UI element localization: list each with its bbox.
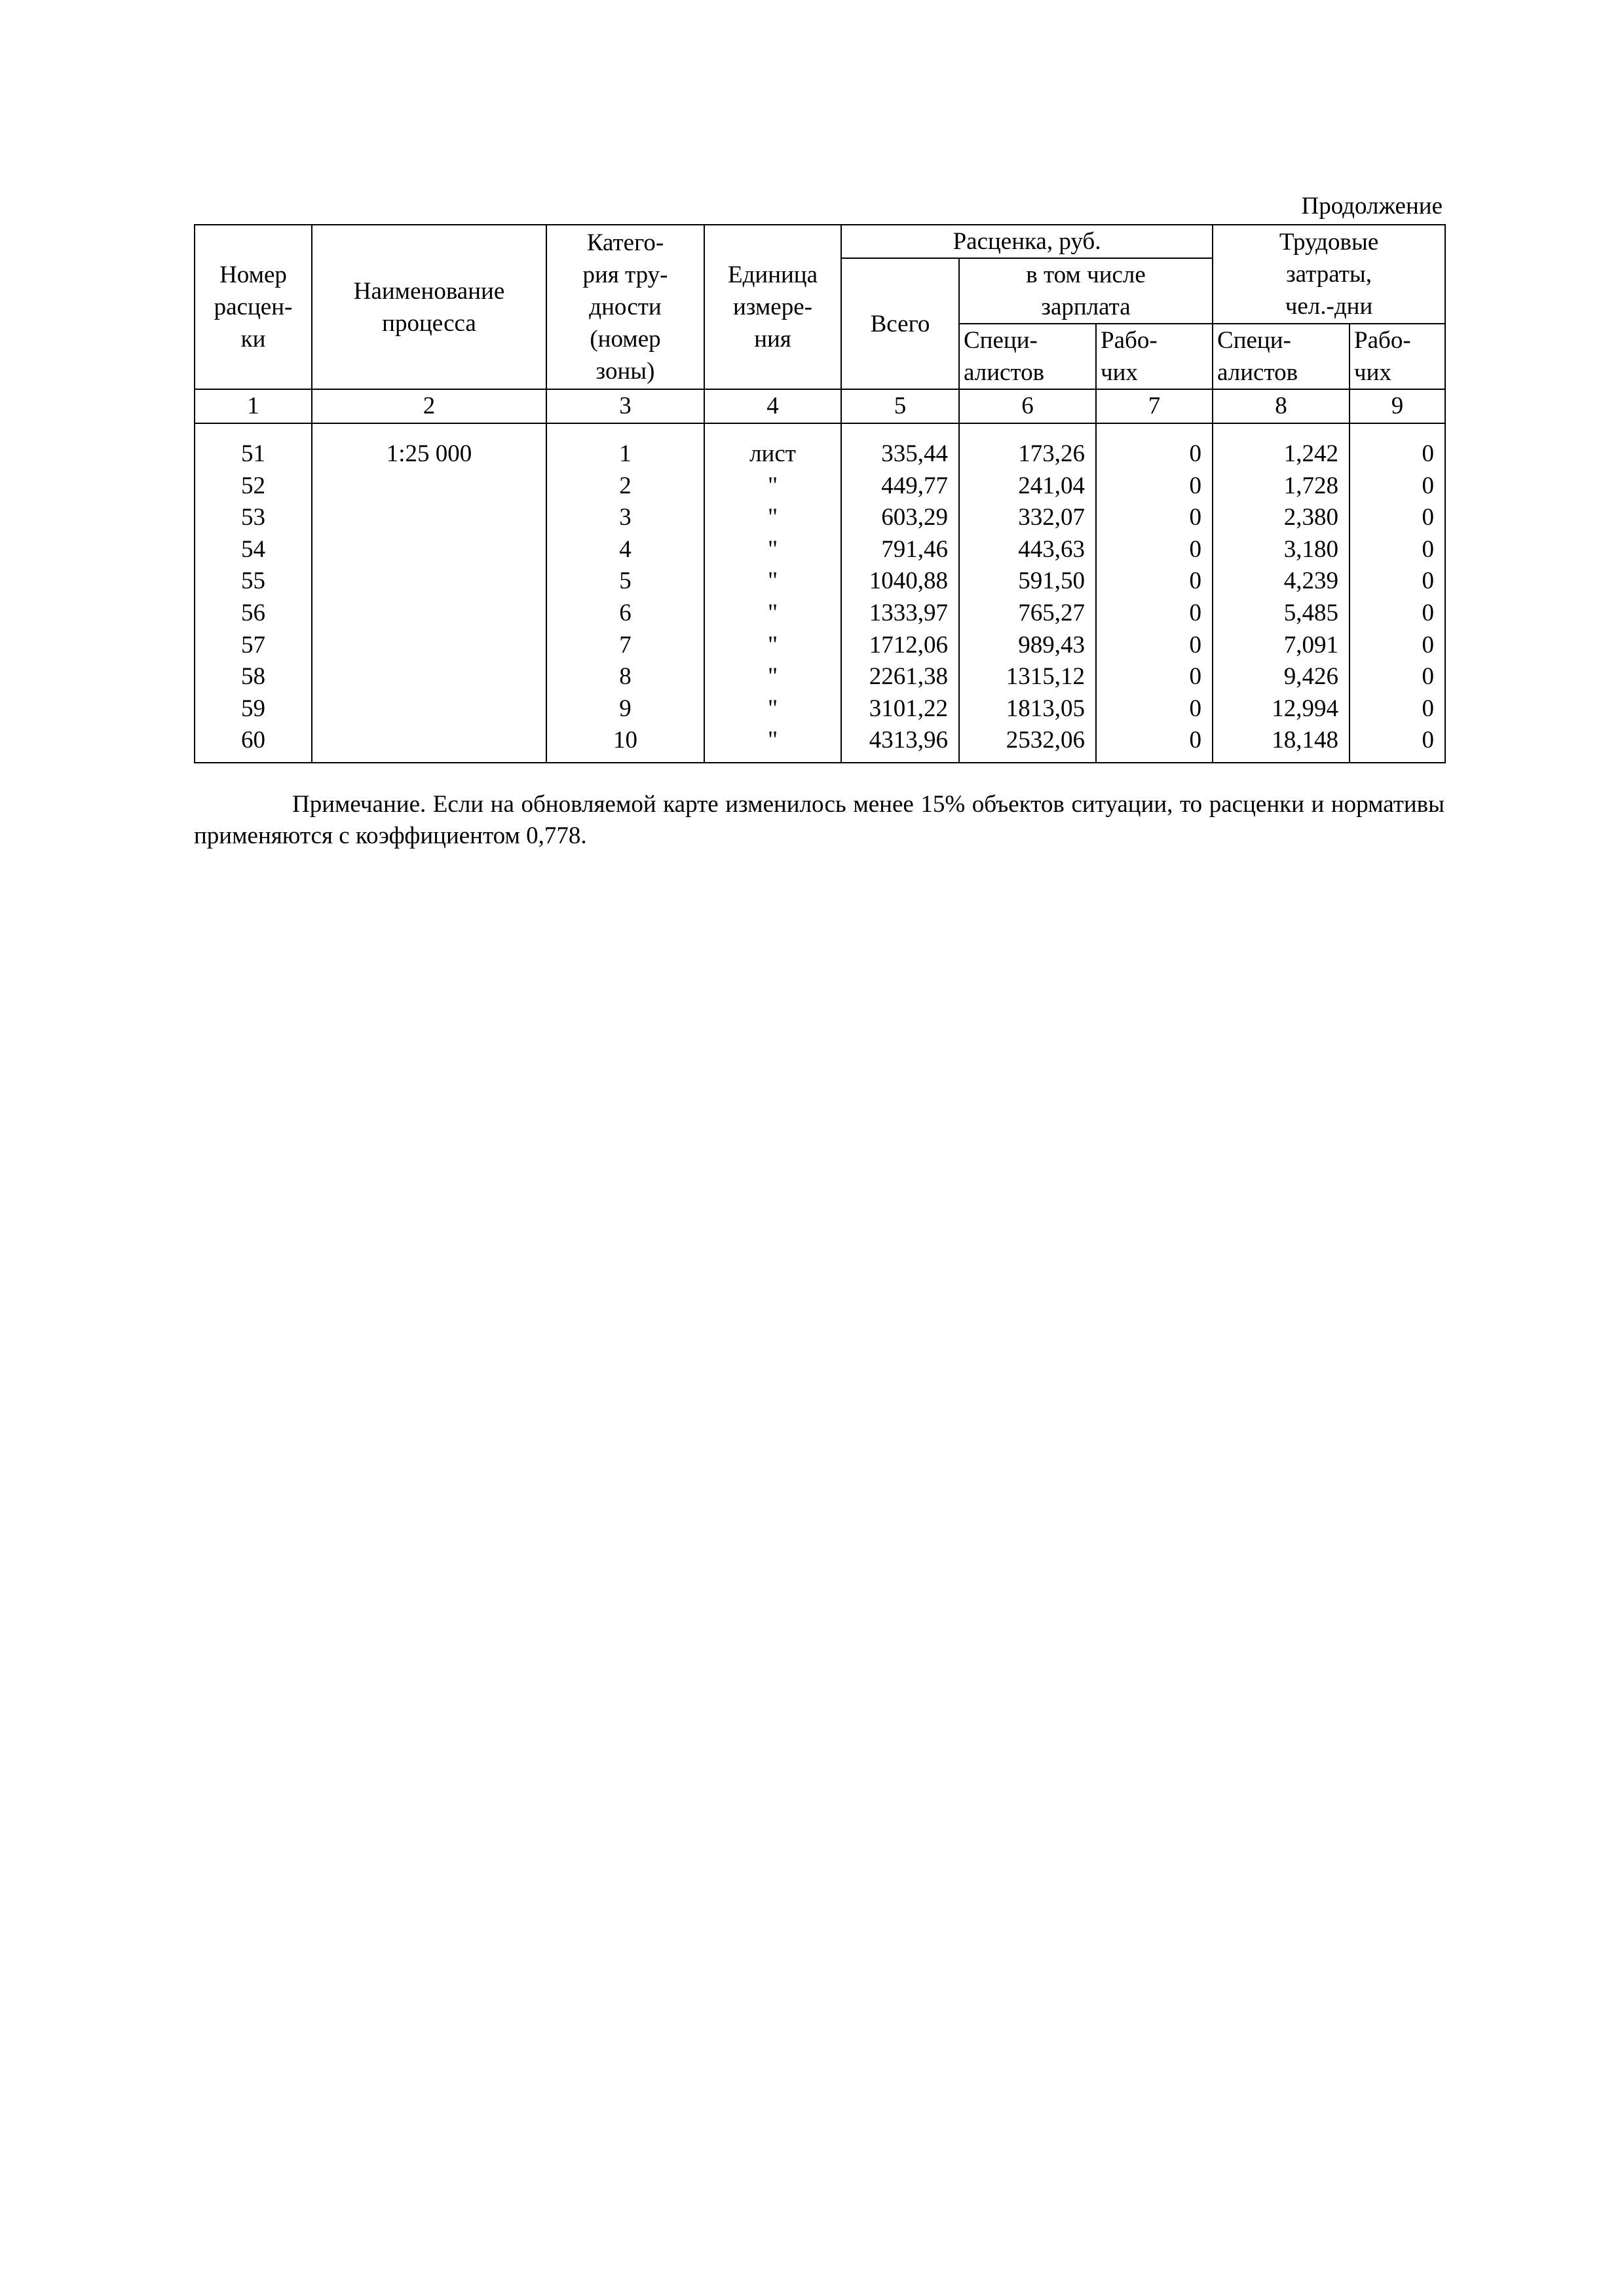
labor-workers: 0 [1350, 534, 1445, 566]
table-body [195, 423, 1445, 763]
price-total: 791,46 [841, 534, 959, 566]
difficulty-category: 6 [546, 598, 704, 630]
salary-workers: 0 [1096, 598, 1213, 630]
column-number: 4 [704, 389, 841, 423]
process-name: 1:25 000 [312, 438, 546, 470]
header-rate-number: Номер расцен- ки [195, 225, 312, 389]
header-unit: Единица измере- ния [704, 225, 841, 389]
price-total: 4313,96 [841, 725, 959, 763]
table-row [195, 661, 1445, 693]
salary-workers: 0 [1096, 438, 1213, 470]
spacer-row [195, 423, 1445, 438]
difficulty-category: 9 [546, 693, 704, 725]
salary-specialists: 332,07 [959, 502, 1096, 534]
labor-specialists: 4,239 [1213, 565, 1350, 598]
salary-workers: 0 [1096, 565, 1213, 598]
footnote [194, 789, 1445, 852]
unit: " [704, 502, 841, 534]
labor-workers: 0 [1350, 470, 1445, 503]
price-total: 449,77 [841, 470, 959, 503]
rate-number: 57 [195, 630, 312, 662]
process-name [312, 661, 546, 693]
process-name [312, 630, 546, 662]
salary-specialists: 1813,05 [959, 693, 1096, 725]
labor-specialists: 9,426 [1213, 661, 1350, 693]
column-number: 2 [312, 389, 546, 423]
header-labor-workers: Рабо- чих [1350, 324, 1445, 389]
process-name [312, 693, 546, 725]
header-salary-specialists: Специ- алистов [959, 324, 1096, 389]
difficulty-category: 7 [546, 630, 704, 662]
labor-workers: 0 [1350, 502, 1445, 534]
header-total: Всего [841, 258, 959, 389]
price-total: 1333,97 [841, 598, 959, 630]
column-number: 5 [841, 389, 959, 423]
table-row [195, 565, 1445, 598]
salary-specialists: 591,50 [959, 565, 1096, 598]
rate-number: 51 [195, 438, 312, 470]
labor-specialists: 2,380 [1213, 502, 1350, 534]
rate-number: 53 [195, 502, 312, 534]
salary-specialists: 443,63 [959, 534, 1096, 566]
process-name [312, 598, 546, 630]
rate-number: 55 [195, 565, 312, 598]
salary-workers: 0 [1096, 534, 1213, 566]
header-including-salary: в том числе зарплата [959, 258, 1213, 324]
column-number: 1 [195, 389, 312, 423]
salary-workers: 0 [1096, 502, 1213, 534]
table-row [195, 598, 1445, 630]
difficulty-category: 1 [546, 438, 704, 470]
column-number-row [195, 389, 1445, 423]
column-number: 3 [546, 389, 704, 423]
difficulty-category: 5 [546, 565, 704, 598]
rate-number: 54 [195, 534, 312, 566]
price-total: 335,44 [841, 438, 959, 470]
labor-workers: 0 [1350, 630, 1445, 662]
labor-workers: 0 [1350, 725, 1445, 763]
unit: " [704, 630, 841, 662]
continuation-label: Продолжение [1301, 193, 1443, 220]
header-process-name: Наименование процесса [312, 225, 546, 389]
header-difficulty-category: Катего- рия тру- дности (номер зоны) [546, 225, 704, 389]
table-row [195, 502, 1445, 534]
difficulty-category: 4 [546, 534, 704, 566]
price-total: 3101,22 [841, 693, 959, 725]
rate-number: 56 [195, 598, 312, 630]
labor-workers: 0 [1350, 598, 1445, 630]
column-number: 8 [1213, 389, 1350, 423]
price-total: 1040,88 [841, 565, 959, 598]
salary-workers: 0 [1096, 470, 1213, 503]
rate-number: 58 [195, 661, 312, 693]
table-row [195, 534, 1445, 566]
salary-specialists: 241,04 [959, 470, 1096, 503]
salary-specialists: 2532,06 [959, 725, 1096, 763]
salary-specialists: 989,43 [959, 630, 1096, 662]
table-row [195, 725, 1445, 763]
unit: " [704, 661, 841, 693]
rates-table [194, 224, 1446, 763]
price-total: 1712,06 [841, 630, 959, 662]
process-name [312, 565, 546, 598]
table-header [195, 225, 1445, 423]
unit: " [704, 725, 841, 763]
difficulty-category: 8 [546, 661, 704, 693]
rates-table-wrapper [194, 224, 1445, 763]
rate-number: 52 [195, 470, 312, 503]
unit: " [704, 693, 841, 725]
unit: " [704, 565, 841, 598]
rate-number: 60 [195, 725, 312, 763]
labor-specialists: 3,180 [1213, 534, 1350, 566]
salary-workers: 0 [1096, 630, 1213, 662]
labor-specialists: 1,728 [1213, 470, 1350, 503]
process-name [312, 725, 546, 763]
labor-specialists: 1,242 [1213, 438, 1350, 470]
column-number: 9 [1350, 389, 1445, 423]
labor-workers: 0 [1350, 438, 1445, 470]
footnote-text: Примечание. Если на обновляемой карте изменилось менее 15% объектов ситуации, то расценки и нормативы применяются с коэффициентом 0,778. [194, 791, 1445, 849]
labor-specialists: 7,091 [1213, 630, 1350, 662]
labor-workers: 0 [1350, 693, 1445, 725]
price-total: 2261,38 [841, 661, 959, 693]
table-row [195, 470, 1445, 503]
column-number: 6 [959, 389, 1096, 423]
salary-specialists: 173,26 [959, 438, 1096, 470]
table-row [195, 630, 1445, 662]
unit: " [704, 534, 841, 566]
difficulty-category: 10 [546, 725, 704, 763]
salary-workers: 0 [1096, 693, 1213, 725]
header-labor-costs-group: Трудовые затраты, чел.-дни [1213, 225, 1445, 324]
price-total: 603,29 [841, 502, 959, 534]
column-number: 7 [1096, 389, 1213, 423]
process-name [312, 502, 546, 534]
header-labor-specialists: Специ- алистов [1213, 324, 1350, 389]
difficulty-category: 2 [546, 470, 704, 503]
header-price-group: Расценка, руб. [841, 225, 1213, 258]
header-salary-workers: Рабо- чих [1096, 324, 1213, 389]
unit: " [704, 470, 841, 503]
salary-workers: 0 [1096, 725, 1213, 763]
process-name [312, 534, 546, 566]
labor-specialists: 12,994 [1213, 693, 1350, 725]
labor-specialists: 5,485 [1213, 598, 1350, 630]
process-name [312, 470, 546, 503]
salary-specialists: 765,27 [959, 598, 1096, 630]
unit: " [704, 598, 841, 630]
table-row [195, 438, 1445, 470]
table-row [195, 693, 1445, 725]
difficulty-category: 3 [546, 502, 704, 534]
labor-specialists: 18,148 [1213, 725, 1350, 763]
labor-workers: 0 [1350, 661, 1445, 693]
rate-number: 59 [195, 693, 312, 725]
salary-workers: 0 [1096, 661, 1213, 693]
salary-specialists: 1315,12 [959, 661, 1096, 693]
labor-workers: 0 [1350, 565, 1445, 598]
unit: лист [704, 438, 841, 470]
